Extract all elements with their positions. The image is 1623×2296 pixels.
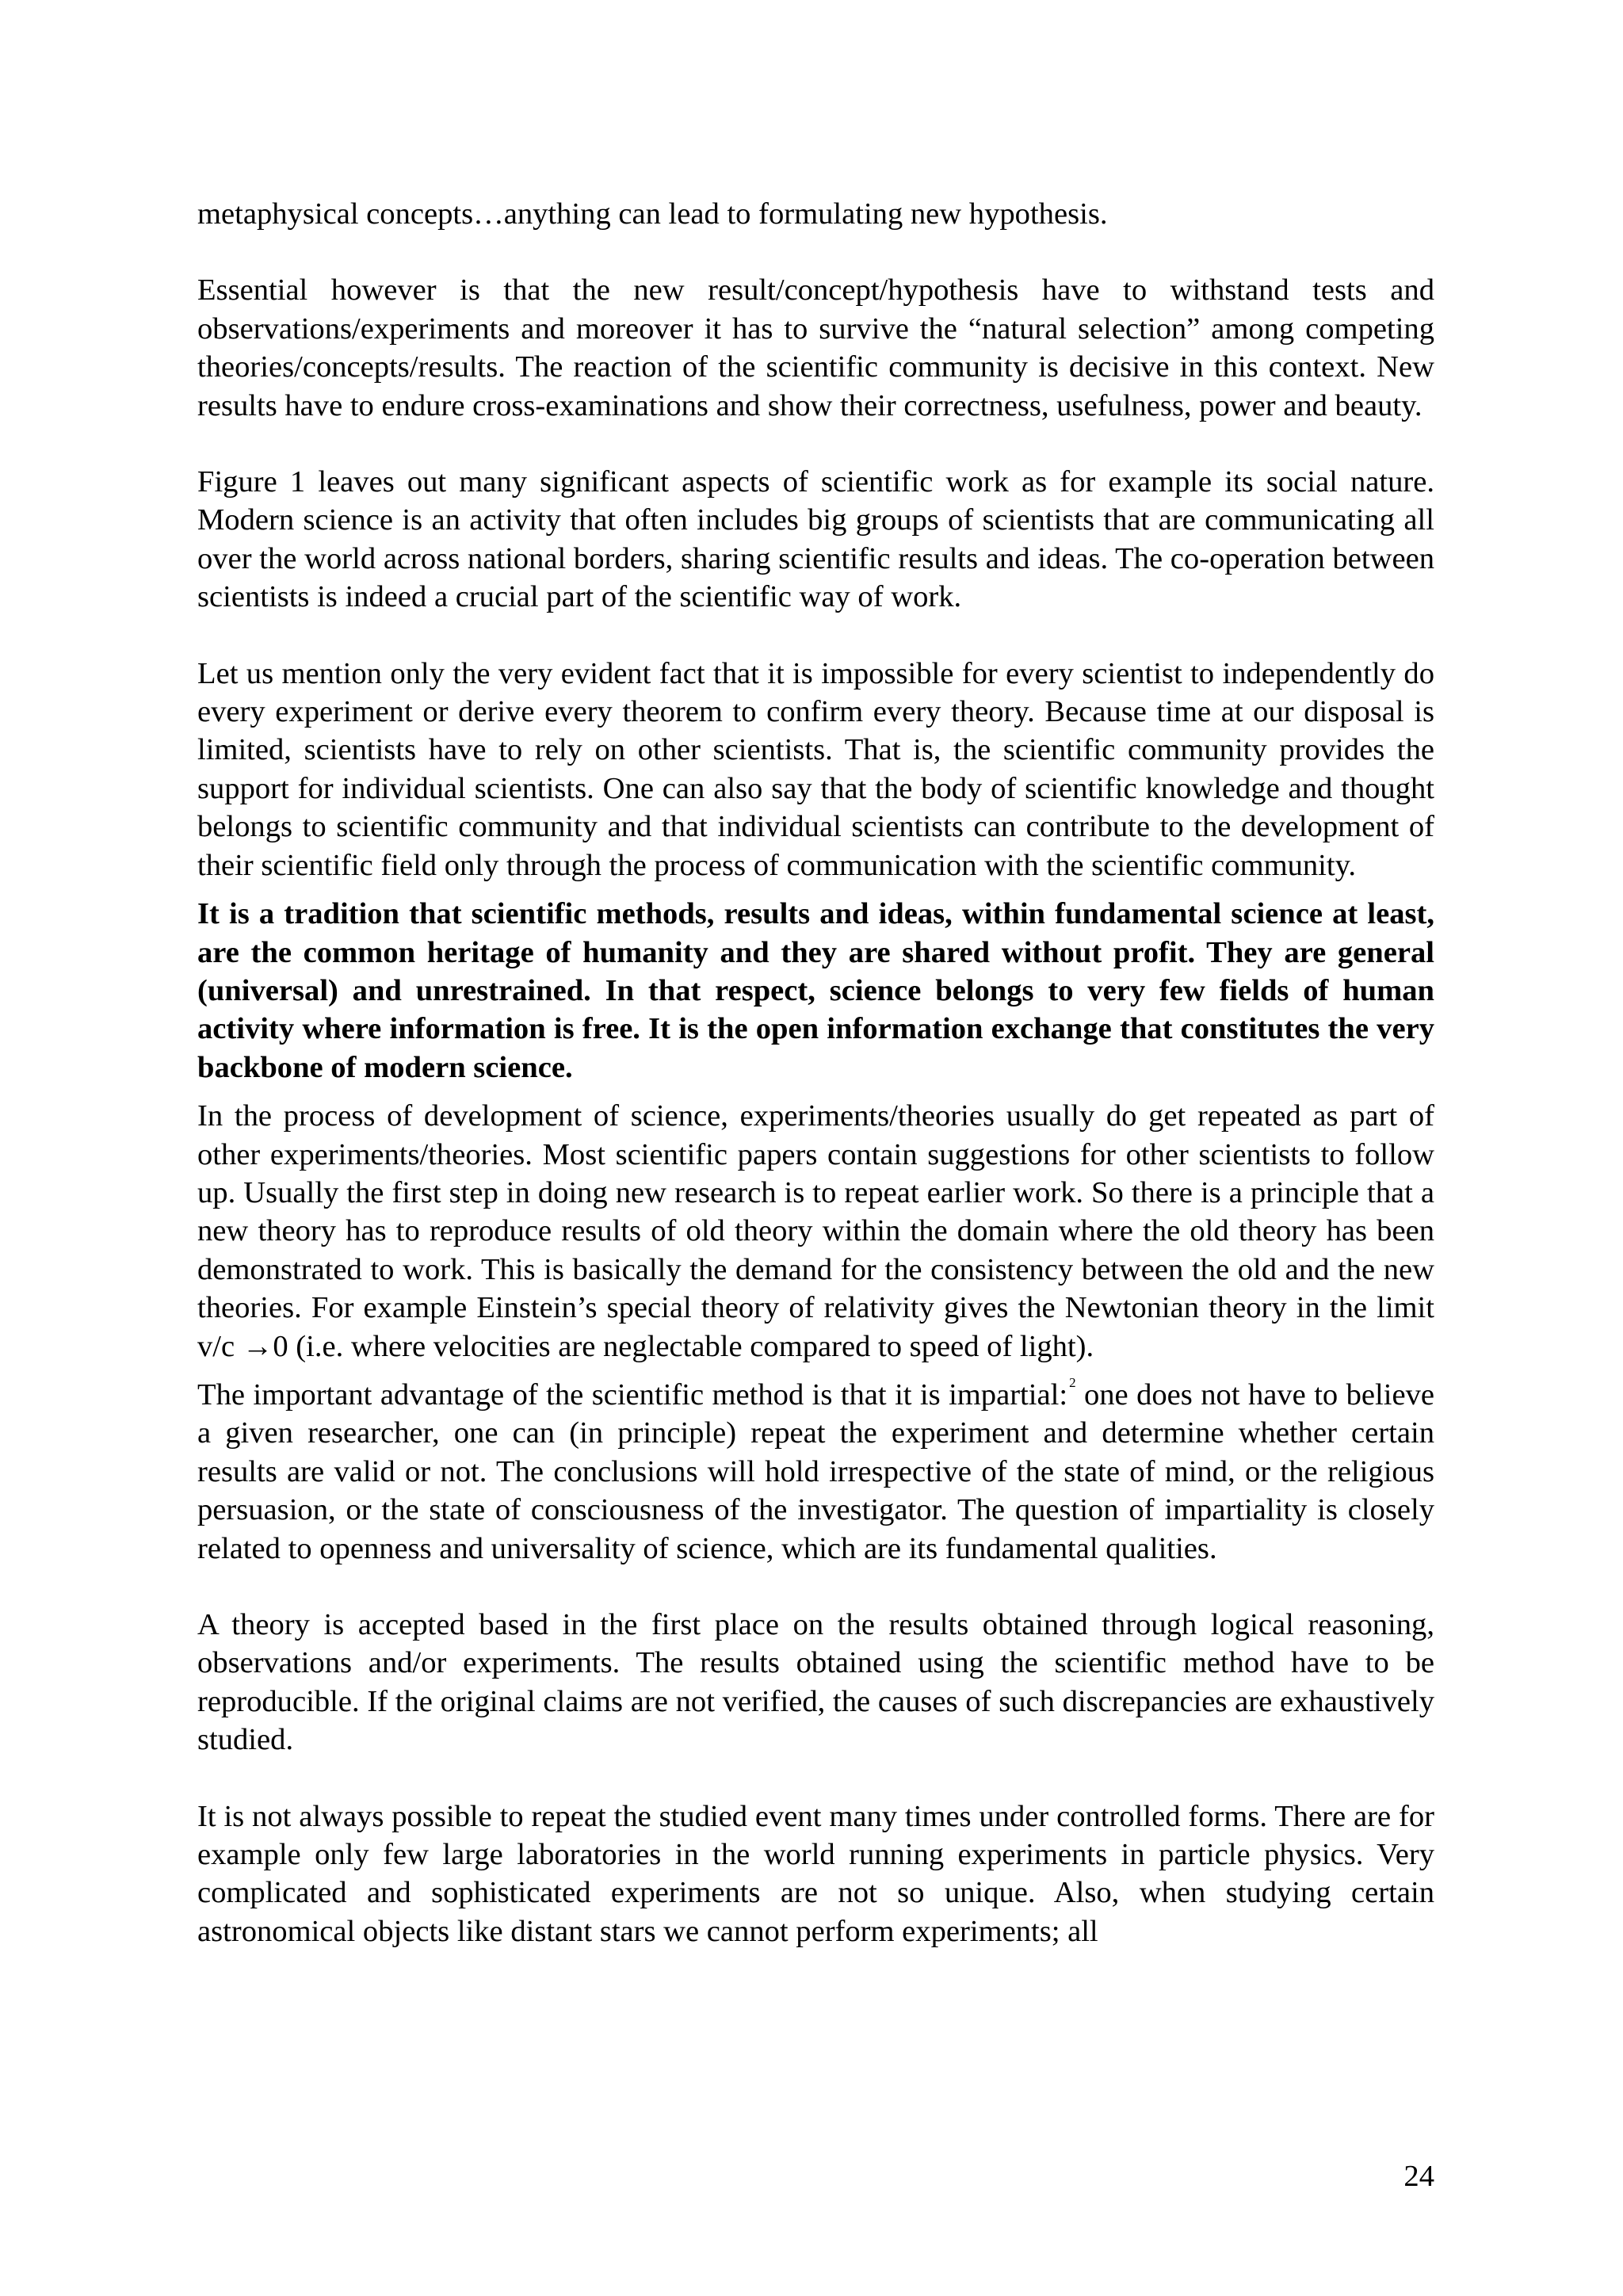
page-body (197, 195, 1434, 1950)
paragraph-theory-acceptance: A theory is accepted based in the first place on the results obtained through logical reasoning, observations and/or experiments. The results obtained using the scientific method have to be reproducible. If the original claims are not verified, the causes of such discrepancies are exhaustively studied. (197, 1608, 1434, 1757)
impartiality-text-after: one does not have to believe a given researcher, one can (in principle) repeat the experiment and determine whether certain results are valid or not. The conclusions will hold irrespective of the state of mind, or the religious persuasion, or the state of consciousness of the investigator. The question of impartiality is closely related to openness and universality of science, which are its fundamental qualities. (197, 1377, 1435, 1565)
paragraph-impartiality (197, 1376, 1434, 1568)
paragraph-controlled-repetition: It is not always possible to repeat the studied event many times under controlled forms. There are for example only few large laboratories in the world running experiments in particle physics. Very complicated and sophisticated experiments are not so unique. Also, when studying certain astronomical objects like distant stars we cannot perform experiments; all (197, 1799, 1434, 1948)
paragraph-consistency-of-theories: In the process of development of science, experiments/theories usually do get repeated as part of other experiments/theories. Most scientific papers contain suggestions for other scientists to follow up. Usually the first step in doing new research is to repeat earlier work. So there is a principle that a new theory has to reproduce results of old theory within the domain where the old theory has been demonstrated to work. This is basically the demand for the consistency between the old and the new theories. For example Einstein’s special theory of relativity gives the Newtonian theory in the limit v/c →0 (i.e. where velocities are neglectable compared to speed of light). (197, 1099, 1434, 1363)
paragraph-metaphysical-concepts: metaphysical concepts…anything can lead to formulating new hypothesis. (197, 197, 1108, 231)
paragraph-natural-selection: Essential however is that the new result/concept/hypothesis have to withstand tests and observations/experiments and moreover it has to survive the “natural selection” among competing theories/concepts/results. The reaction of the scientific community is decisive in this context. New results have to endure cross-examinations and show their correctness, usefulness, power and beauty. (197, 273, 1434, 422)
paragraph-social-nature: Figure 1 leaves out many significant aspects of scientific work as for example its social nature. Modern science is an activity that often includes big groups of scientists that are communicating all over the world across national borders, sharing scientific results and ideas. The co-operation between scientists is indeed a crucial part of the scientific way of work. (197, 465, 1434, 614)
impartiality-text-before: The important advantage of the scientific method is that it is impartial: (197, 1377, 1068, 1412)
paragraph-open-information-exchange: It is a tradition that scientific methods, results and ideas, within fundamental science at least, are the common heritage of humanity and they are shared without profit. They are general (universal) and unrestrained. In that respect, science belongs to very few fields of human activity where information is free. It is the open information exchange that constitutes the very backbone of modern science. (197, 897, 1434, 1084)
footnote-reference[interactable]: 2 (1069, 1374, 1076, 1390)
page-number: 24 (1403, 2160, 1434, 2193)
paragraph-scientific-community: Let us mention only the very evident fact that it is impossible for every scientist to independently do every experiment or derive every theorem to confirm every theory. Because time at our disposal is limited, scientists have to rely on other scientists. That is, the scientific community provides the support for individual scientists. One can also say that the body of scientific knowledge and thought belongs to scientific community and that individual scientists can contribute to the development of their scientific field only through the process of communication with the scientific community. (197, 656, 1434, 882)
